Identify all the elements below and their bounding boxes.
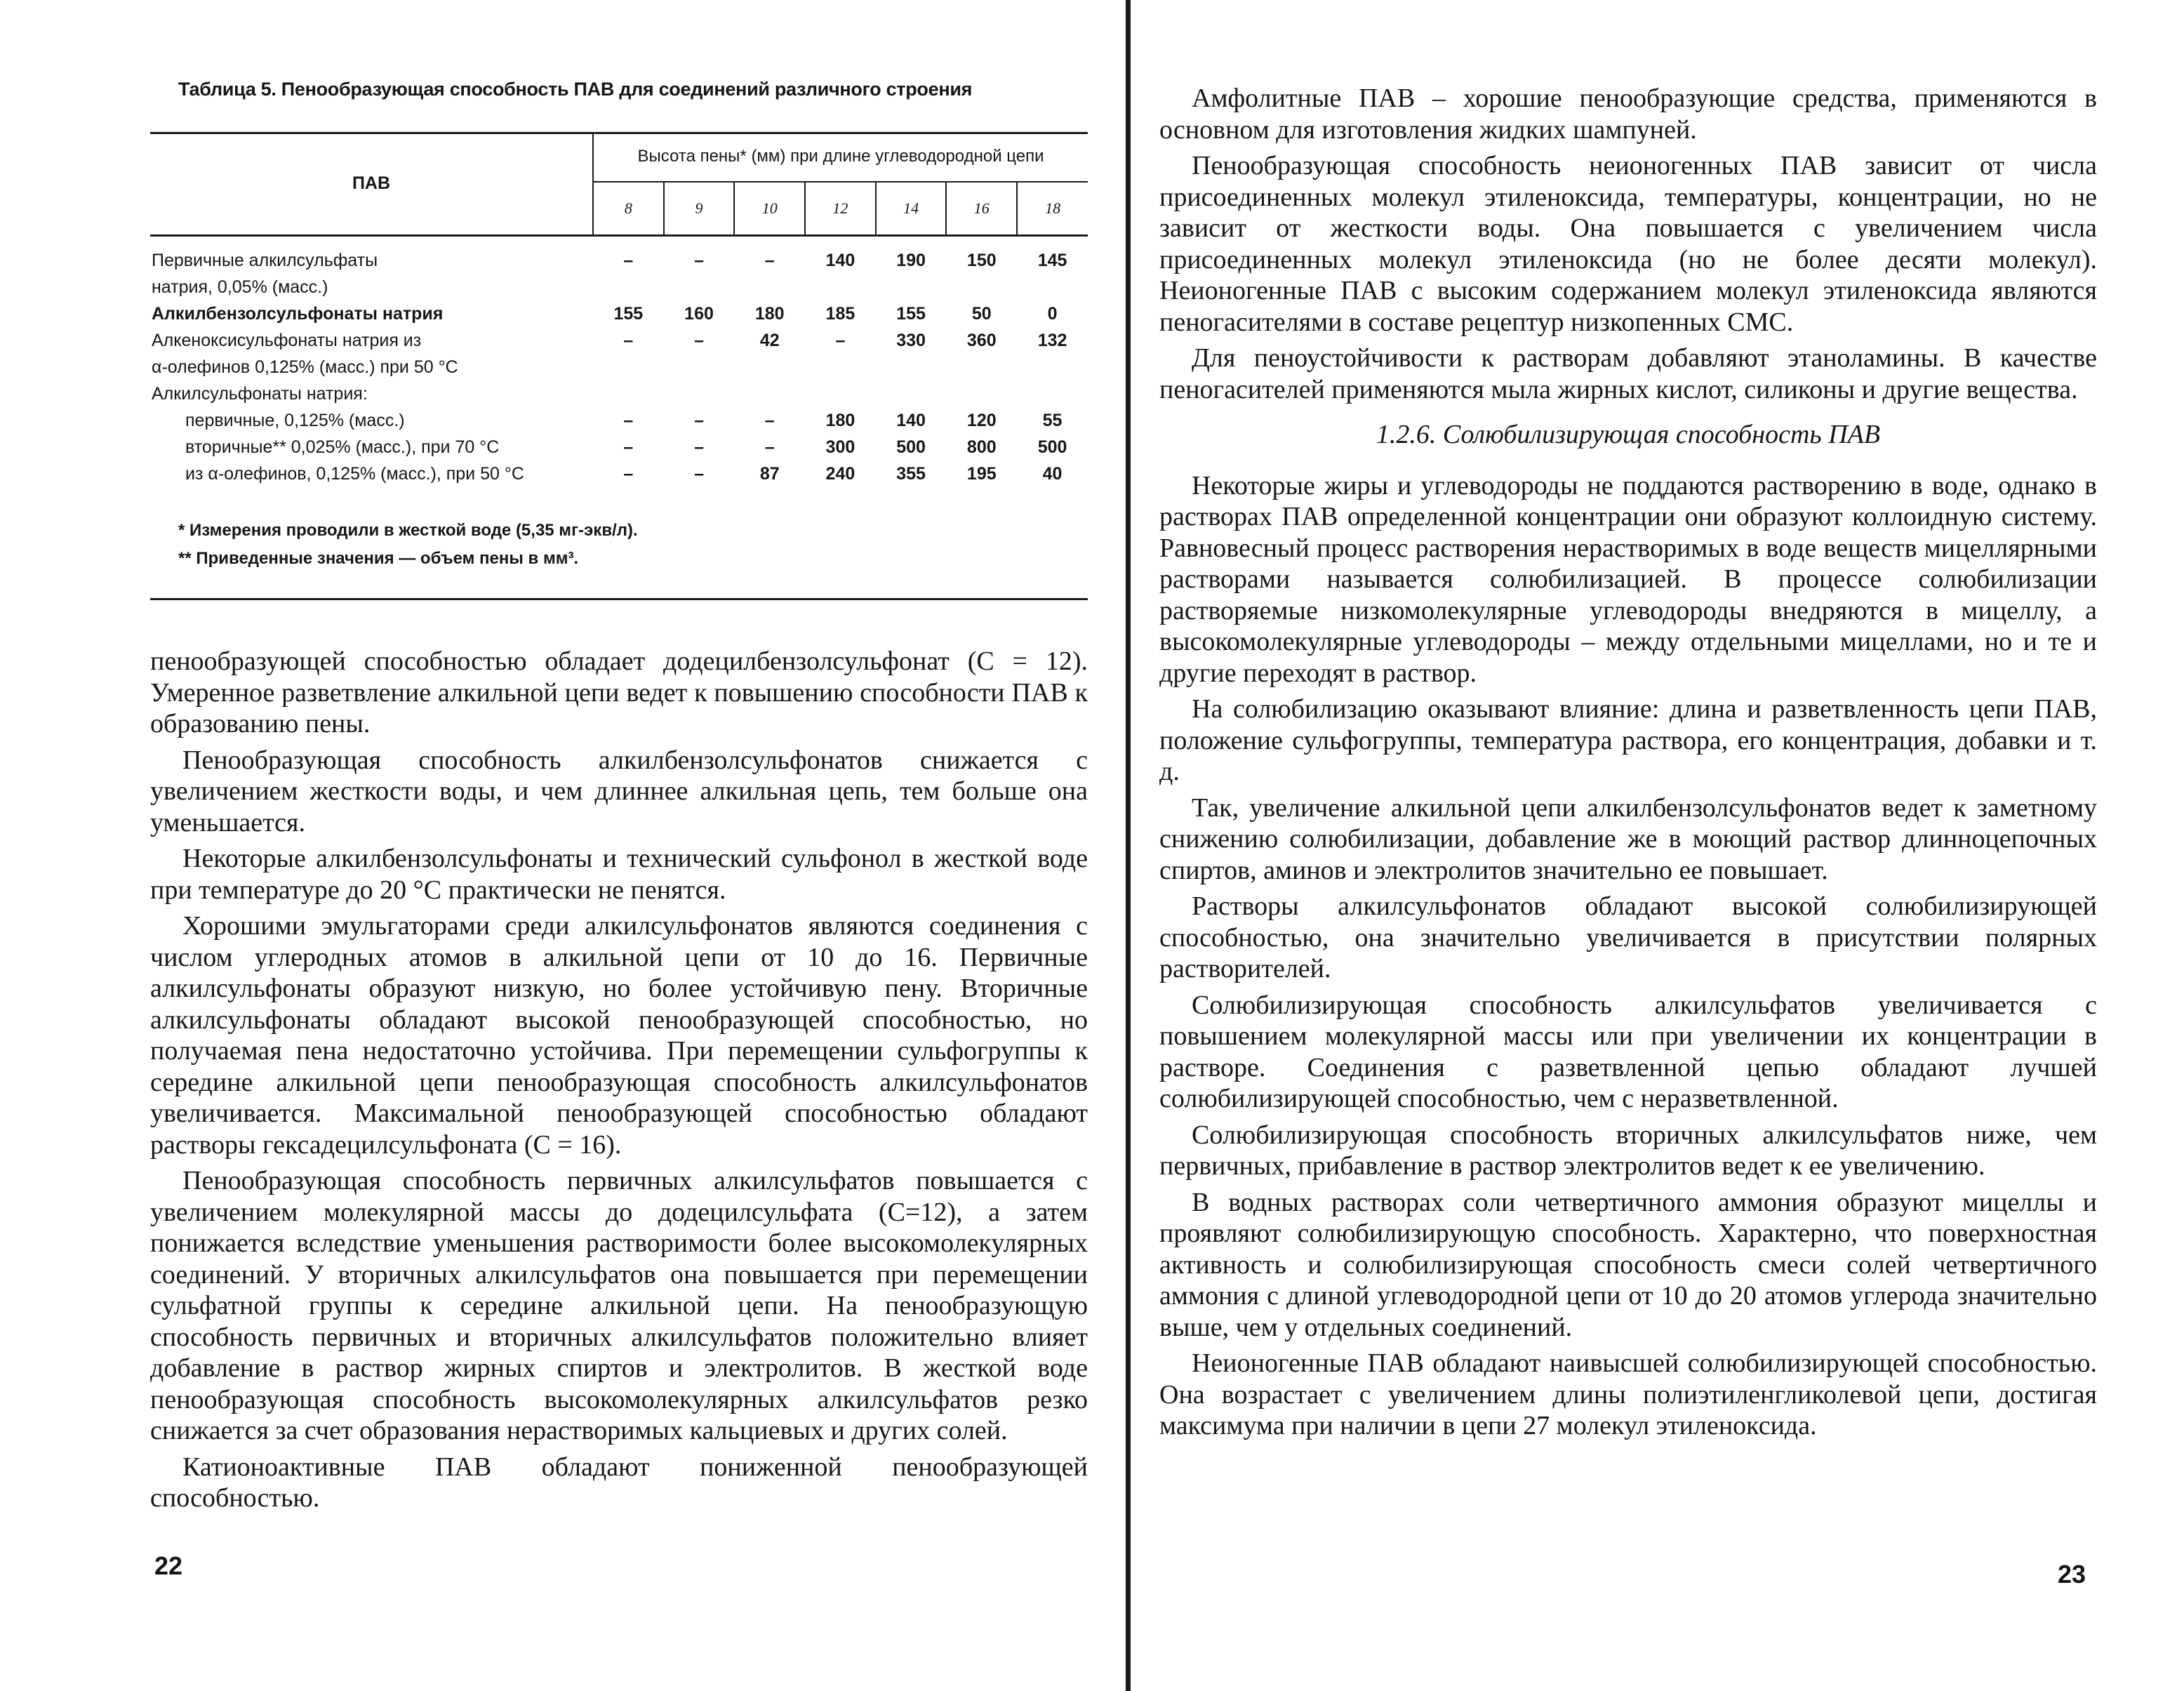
table-header-pav: ПАВ [150,132,593,236]
cell-value: 132 [1037,331,1067,350]
table-footnote-1: * Измерения проводили в жесткой воде (5,35 мг-экв/л). [178,521,638,540]
cell-value: 185 [825,304,855,324]
cell-value: – [694,251,704,270]
table-caption: Таблица 5. Пенообразующая способность ПАВ для соединений различного строения [178,79,973,100]
row-name: из α-олефинов, 0,125% (масс.), при 50 °С [185,464,524,484]
cell-value: 195 [966,464,997,484]
right-body-text [1159,83,2097,1447]
cell-value: – [623,331,634,350]
cell-value: 155 [613,304,644,324]
table-bottom-rule [150,598,1088,600]
paragraph: В водных растворах соли четвертичного аммония образуют мицеллы и проявляют солюбилизирующую способность. Характерно, что поверхностная активность и солюбилизирующая способность смеси солей четвертичного аммония с длиной углеводородной цепи от 10 до 20 атомов углерода значительно выше, чем у отдельных соединений. [1159,1187,2097,1342]
cell-value: 160 [684,304,714,324]
table-header-chain: 14 [876,182,947,236]
row-name: Алкилбензолсульфонаты натрия [152,304,444,324]
cell-value: 42 [759,331,780,350]
cell-value: – [694,437,704,457]
cell-value: – [694,331,704,350]
cell-value: 0 [1047,304,1058,324]
paragraph: Так, увеличение алкильной цепи алкилбензолсульфонатов ведет к заметному снижению солюбилизации, добавление же в моющий раствор длинноцепочных спиртов, аминов и электролитов значительно ее повышает. [1159,793,2097,885]
cell-value: 800 [966,437,997,457]
cell-value: – [694,464,704,484]
table-row [150,464,1088,491]
paragraph: Солюбилизирующая способность алкилсульфатов увеличивается с повышением молекулярной массы или при увеличении их концентрации в растворе. Соединения с разветвленной цепью обладают лучшей солюбилизирующей способностью, чем с неразветвленной. [1159,990,2097,1113]
page-number: 22 [154,1551,183,1580]
table-header-chain: 9 [664,182,735,236]
cell-value: 360 [966,331,997,350]
foam-table [150,132,1088,491]
page-number: 23 [2058,1560,2086,1589]
paragraph: Для пеноустойчивости к растворам добавляют этаноламины. В качестве пеногасителей применяются мыла жирных кислот, силиконы и другие вещества. [1159,343,2097,404]
paragraph: Амфолитные ПАВ – хорошие пенообразующие средства, применяются в основном для изготовления жидких шампуней. [1159,84,2097,145]
cell-value: 500 [1037,437,1067,457]
paragraph: Некоторые алкилбензолсульфонаты и технический сульфонол в жесткой воде при температуре до 20 °С практически не пенятся. [150,844,1088,905]
paragraph: Пенообразующая способность первичных алкилсульфатов повышается с увеличением молекулярной массы до додецилсульфата (С=12), а затем понижается вследствие уменьшения растворимости более высокомолекулярных соединений. У вторичных алкилсульфатов она повышается при перемещении сульфатной группы к середине алкильной цепи. На пенообразующую способность первичных и вторичных алкилсульфатов положительно влияет добавление в раствор жирных спиртов и электролитов. В жесткой воде пенообразующая способность высокомолекулярных алкилсульфатов резко снижается за счет образования нерастворимых кальциевых и других солей. [150,1166,1088,1445]
table-header-chain: 18 [1017,182,1088,236]
cell-value: – [623,251,634,270]
cell-value: – [764,437,775,457]
cell-value: 180 [754,304,785,324]
table-row [150,277,1088,304]
cell-value: 300 [825,437,855,457]
cell-value: 180 [825,411,855,430]
cell-value: 40 [1042,464,1063,484]
cell-value: 87 [759,464,780,484]
cell-value: 140 [896,411,926,430]
cell-value: – [694,411,704,430]
table-row [150,437,1088,464]
cell-value: 120 [966,411,997,430]
table-row [150,304,1088,331]
table-row [150,384,1088,411]
cell-value: 50 [971,304,992,324]
table-header-chain: 16 [946,182,1017,236]
row-name: вторичные** 0,025% (масс.), при 70 °С [185,437,500,457]
cell-value: – [764,411,775,430]
left-body-text [150,646,1088,1519]
table-row [150,251,1088,277]
table-header-chain: 8 [593,182,664,236]
cell-value: 145 [1037,251,1067,270]
paragraph: На солюбилизацию оказывают влияние: длина и разветвленность цепи ПАВ, положение сульфогруппы, температура раствора, его концентрация, добавки и т. д. [1159,694,2097,786]
table-footnote-2: ** Приведенные значения — объем пены в мм³. [178,549,579,568]
paragraph: Некоторые жиры и углеводороды не поддаются растворению в воде, однако в растворах ПАВ определенной концентрации они образуют коллоидную систему. Равновесный процесс растворения нерастворимых в воде веществ мицеллярными растворами называется солюбилизацией. В процессе солюбилизации растворяемые низкомолекулярные углеводороды внедряются в мицеллу, а высокомолекулярные углеводороды – между отдельными мицеллами, но и те и другие переходят в раствор. [1159,470,2097,688]
row-name: первичные, 0,125% (масс.) [185,411,405,430]
table-header-chain: 12 [805,182,876,236]
paragraph: Неионогенные ПАВ обладают наивысшей солюбилизирующей способностью. Она возрастает с увеличением длины полиэтиленгликолевой цепи, достигая максимума при наличии в цепи 27 молекул этиленоксида. [1159,1348,2097,1440]
cell-value: 150 [966,251,997,270]
row-name: натрия, 0,05% (масс.) [152,277,328,297]
table-row [150,331,1088,357]
cell-value: 355 [896,464,926,484]
table-row [150,411,1088,437]
paragraph: Солюбилизирующая способность вторичных алкилсульфатов ниже, чем первичных, прибавление в раствор электролитов ведет к ее увеличению. [1159,1120,2097,1181]
cell-value: – [835,331,846,350]
section-heading: 1.2.6. Солюбилизирующая способность ПАВ [1376,420,1881,449]
row-name: Алкеноксисульфонаты натрия из [152,331,422,350]
cell-value: 155 [896,304,926,324]
book-spine [1126,0,1131,1691]
cell-value: – [623,464,634,484]
row-name: Первичные алкилсульфаты [152,251,378,270]
table-row [150,357,1088,384]
paragraph: Хорошими эмульгаторами среди алкилсульфонатов являются соединения с числом углеродных атомов в алкильной цепи от 10 до 16. Первичные алкилсульфонаты образуют низкую, но более устойчивую пену. Вторичные алкилсульфонаты обладают высокой пенообразующей способностью, но получаемая пена недостаточно устойчива. При перемещении сульфогруппы к середине алкильной цепи пенообразующая способность алкилсульфонатов увеличивается. Максимальной пенообразующей способностью обладают растворы гексадецилсульфоната (С = 16). [150,911,1088,1160]
cell-value: 190 [896,251,926,270]
row-name: Алкилсульфонаты натрия: [152,384,368,404]
cell-value: 55 [1042,411,1063,430]
paragraph: пенообразующей способностью обладает додецилбензолсульфонат (С = 12). Умеренное разветвление алкильной цепи ведет к повышению способности ПАВ к образованию пены. [150,646,1088,738]
cell-value: – [764,251,775,270]
cell-value: 500 [896,437,926,457]
cell-value: 330 [896,331,926,350]
paragraph: Катионоактивные ПАВ обладают пониженной пенообразующей способностью. [150,1452,1088,1513]
cell-value: – [623,411,634,430]
table-header-group: Высота пены* (мм) при длине углеводородной цепи [593,132,1088,182]
paragraph: Пенообразующая способность неионогенных ПАВ зависит от числа присоединенных молекул этиленоксида, температуры, концентрации, но не зависит от жесткости воды. Она повышается с увеличением числа присоединенных молекул этиленоксида (но не более десяти молекул). Неионогенные ПАВ с высоким содержанием молекул этиленоксида являются пеногасителями в составе рецептур низкопенных СМС. [1159,151,2097,337]
table-header-chain: 10 [734,182,805,236]
paragraph: Растворы алкилсульфонатов обладают высокой солюбилизирующей способностью, она значительно увеличивается в присутствии полярных растворителей. [1159,891,2097,983]
row-name: α-олефинов 0,125% (масс.) при 50 °С [152,357,458,377]
cell-value: 240 [825,464,855,484]
cell-value: 140 [825,251,855,270]
cell-value: – [623,437,634,457]
paragraph: Пенообразующая способность алкилбензолсульфонатов снижается с увеличением жесткости воды, и чем длиннее алкильная цепь, тем больше она уменьшается. [150,745,1088,837]
